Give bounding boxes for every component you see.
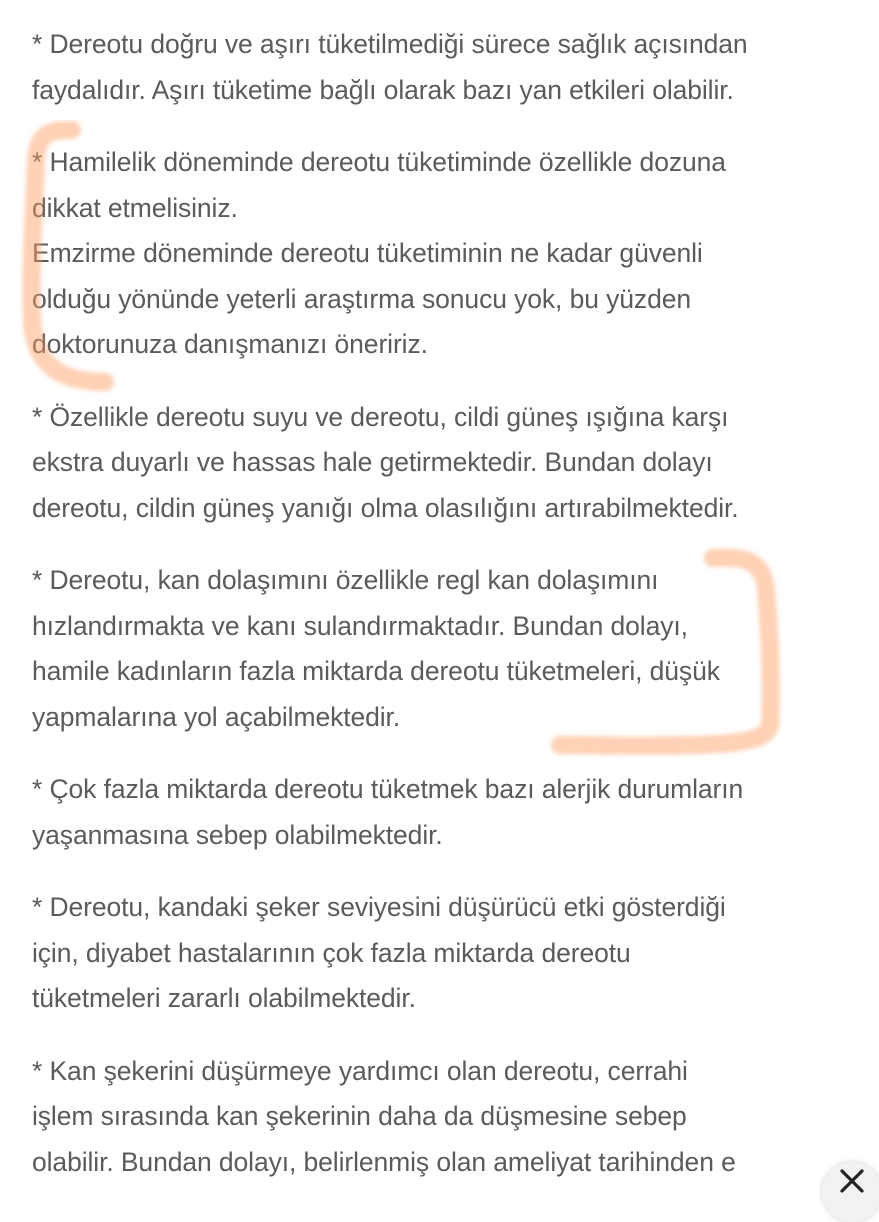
text-line: olabilir. Bundan dolayı, belirlenmiş olan ameliyat tarihinden e	[32, 1146, 736, 1177]
text-line: dikkat etmelisiniz.	[32, 192, 238, 223]
article-body	[32, 22, 862, 1212]
text-line: * Özellikle dereotu suyu ve dereotu, cildi güneş ışığına karşı	[32, 401, 729, 432]
text-line: * Dereotu doğru ve aşırı tüketilmediği sürece sağlık açısından	[32, 29, 748, 59]
text-line: * Hamilelik döneminde dereotu tüketiminde özellikle dozuna	[32, 147, 726, 177]
paragraph	[32, 885, 862, 1022]
close-button[interactable]	[822, 1162, 879, 1222]
paragraph	[32, 558, 862, 740]
text-line: * Dereotu, kan dolaşımını özellikle regl kan dolaşımını	[32, 565, 659, 595]
paragraph	[32, 140, 862, 368]
text-line: yapmalarına yol açabilmektedir.	[32, 701, 401, 732]
text-line: tüketmeleri zararlı olabilmektedir.	[32, 983, 416, 1013]
text-line: yaşanmasına sebep olabilmektedir.	[32, 819, 443, 850]
text-line: * Çok fazla miktarda dereotu tüketmek bazı alerjik durumların	[32, 774, 744, 804]
text-line: faydalıdır. Aşırı tüketime bağlı olarak bazı yan etkileri olabilir.	[32, 74, 734, 105]
paragraph	[32, 767, 862, 858]
text-line: ekstra duyarlı ve hassas hale getirmektedir. Bundan dolayı	[32, 447, 713, 477]
text-line: hızlandırmakta ve kanı sulandırmaktadır. Bundan dolayı,	[32, 610, 688, 641]
text-line: hamile kadınların fazla miktarda dereotu tüketmeleri, düşük	[32, 656, 720, 686]
text-line: olduğu yönünde yeterli araştırma sonucu yok, bu yüzden	[32, 283, 691, 314]
paragraph	[32, 395, 862, 532]
text-line: doktorunuza danışmanızı öneririz.	[32, 329, 428, 359]
paragraph	[32, 22, 862, 113]
text-line: işlem sırasında kan şekerinin daha da düşmesine sebep	[32, 1101, 687, 1131]
text-line: için, diyabet hastalarının çok fazla miktarda dereotu	[32, 937, 631, 968]
text-line: * Dereotu, kandaki şeker seviyesini düşürücü etki gösterdiği	[32, 892, 726, 922]
text-line: Emzirme döneminde dereotu tüketiminin ne kadar güvenli	[32, 238, 703, 268]
text-line: dereotu, cildin güneş yanığı olma olasılığını artırabilmektedir.	[32, 492, 739, 523]
close-icon	[839, 1168, 865, 1194]
paragraph	[32, 1049, 862, 1186]
text-line: * Kan şekerini düşürmeye yardımcı olan dereotu, cerrahi	[32, 1055, 688, 1086]
